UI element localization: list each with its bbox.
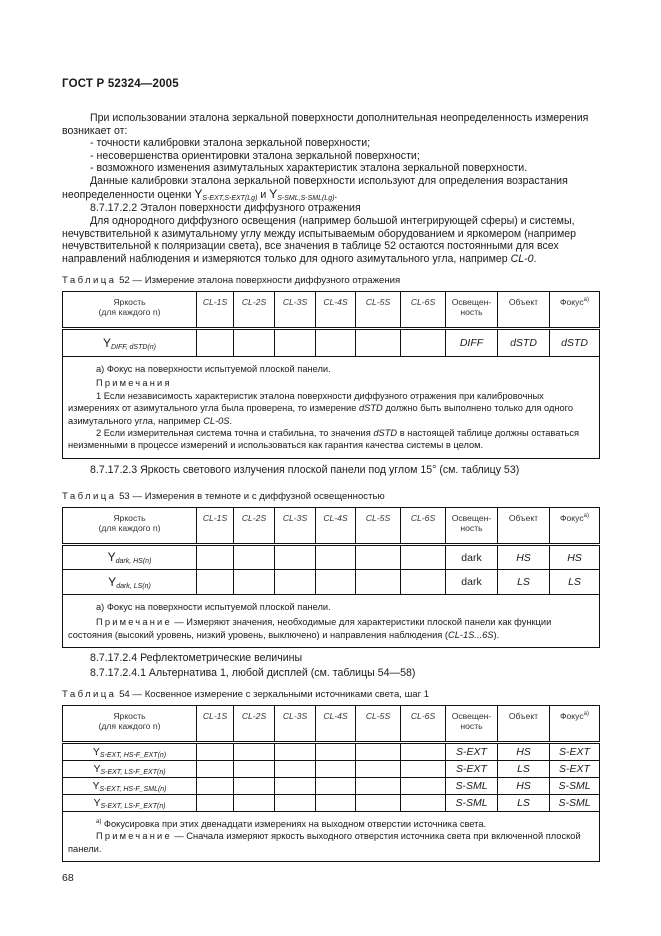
header-luminance: Яркость (для каждого n): [63, 508, 197, 545]
footnote: а) Фокус на поверхности испытуемой плоской панели.: [96, 602, 331, 612]
cell: [316, 778, 356, 795]
row-label: $Y_{S-EXT, LS-F\_EXT(n)}$: [63, 795, 197, 812]
text: Для однородного диффузного освещения (например большой интегрирующей сферы) и системы, нечувствительной к азимутальному углу между испытываемым оборудованием и яркомером (например нечувствительной к поляризации света), все значения в таблице 52 остаются постоянными для всех направлений наблюдения и измеряются только для одного азимутального угла, например: [62, 215, 577, 265]
cell: [316, 743, 356, 761]
header-cl-1s: CL-1S: [197, 706, 234, 743]
notes-title: Примечания: [96, 378, 172, 389]
cell-object: LS: [498, 795, 550, 812]
cell: [275, 761, 316, 778]
note: Примечание — Измеряют значения, необходимые для характеристики плоской панели как функции состояния (высокий уровень, низкий уровень, выключено) и направления наблюдения (CL-1S...6S).: [68, 617, 552, 640]
cell: [197, 795, 234, 812]
cell: [197, 545, 234, 570]
header-illuminance: Освещен-ность: [446, 508, 498, 545]
table-row: [63, 329, 600, 357]
cell: [401, 778, 446, 795]
cell-object: LS: [498, 570, 550, 595]
header-focus: [550, 292, 600, 329]
cell: [401, 743, 446, 761]
cell: [316, 795, 356, 812]
cell: [275, 795, 316, 812]
section-heading-8-7-17-2-3: 8.7.17.2.3 Яркость светового излучения плоской панели под углом 15° (см. таблицу 53): [90, 464, 520, 476]
note-2: 2 Если измерительная система точна и стабильна, то значения dSTD в настоящей таблице должны оставаться неизменными в процессе измерений и использоваться как гарантия качества системы в целом.: [68, 428, 580, 451]
cell-focus: S-EXT: [550, 761, 600, 778]
header-cl-4s: CL-4S: [316, 292, 356, 329]
cell-object: HS: [498, 743, 550, 761]
intro-paragraph-1: При использовании эталона зеркальной поверхности дополнительная неопределенность измерения возникает от:: [62, 112, 589, 137]
cell: [356, 570, 401, 595]
header-luminance: [63, 292, 197, 329]
table-header-row: [63, 508, 600, 545]
table-row: [63, 743, 600, 761]
note: Примечание — Сначала измеряют яркость выходного отверстия источника света при включенной плоской панели.: [68, 831, 581, 854]
bullet-item: - несовершенства ориентировки эталона зеркальной поверхности;: [90, 149, 420, 162]
cell: [275, 329, 316, 357]
header-cl-4s: CL-4S: [316, 508, 356, 545]
footnote-marker: а): [583, 297, 589, 303]
table-header-row: [63, 706, 600, 743]
table-row: [63, 778, 600, 795]
header-subtext: (для каждого n): [98, 307, 161, 317]
cell-illuminance: S-SML: [446, 795, 498, 812]
cell: [234, 545, 275, 570]
cell: [234, 778, 275, 795]
caption-text: — Измерение эталона поверхности диффузного отражения: [129, 275, 401, 286]
cell: [401, 761, 446, 778]
cell-illuminance: S-EXT: [446, 743, 498, 761]
header-luminance: Яркость (для каждого n): [63, 706, 197, 743]
table-52: [62, 291, 600, 459]
cell-illuminance: dark: [446, 545, 498, 570]
header-cl-2s: CL-2S: [234, 706, 275, 743]
footnote: $^{а)}$ Фокусировка при этих двенадцати измерениях на выходном отверстии источника света.: [96, 819, 487, 829]
cell: [234, 795, 275, 812]
cell: [401, 570, 446, 595]
cell: [356, 545, 401, 570]
header-cl-2s: CL-2S: [234, 508, 275, 545]
header-cl-5s: CL-5S: [356, 508, 401, 545]
cell-illuminance: S-SML: [446, 778, 498, 795]
cell-focus: S-SML: [550, 795, 600, 812]
cell: [356, 778, 401, 795]
header-object: Объект: [498, 508, 550, 545]
row-label: $Y_{dark, LS(n)}$: [63, 570, 197, 595]
intro-bullets: [90, 137, 600, 175]
table-notes: [63, 357, 600, 459]
header-illuminance: Освещен-ность: [446, 292, 498, 329]
cell-object: HS: [498, 545, 550, 570]
cell: [234, 761, 275, 778]
cell-object: dSTD: [498, 329, 550, 357]
cell: [197, 761, 234, 778]
table-row: [63, 570, 600, 595]
cell: [316, 570, 356, 595]
section-subheading-8-7-17-2-4-1: 8.7.17.2.4.1 Альтернатива 1, любой дисплей (см. таблицы 54—58): [90, 667, 416, 679]
row-label: $Y_{S-EXT, LS-F\_EXT(n)}$: [63, 761, 197, 778]
cell: [275, 570, 316, 595]
cell: [197, 778, 234, 795]
cell: [401, 329, 446, 357]
cell-illuminance: DIFF: [446, 329, 498, 357]
table-notes-row: [63, 812, 600, 862]
subscript: S-SML,S-SML(Lg): [277, 194, 335, 202]
cell: [401, 795, 446, 812]
header-cl-5s: CL-5S: [356, 292, 401, 329]
cell: [197, 570, 234, 595]
cell: [316, 329, 356, 357]
table-54-caption: Таблица 54 — Косвенное измерение с зеркальными источниками света, шаг 1: [62, 689, 430, 700]
cell-focus: HS: [550, 545, 600, 570]
text: Данные калибровки эталона зеркальной поверхности используют для определения возрастания неопределенности оценки: [62, 175, 568, 201]
row-label: $Y_{S-EXT, HS-F\_SML(n)}$: [63, 778, 197, 795]
header-cl-1s: CL-1S: [197, 292, 234, 329]
header-illuminance: Освещен-ность: [446, 706, 498, 743]
header-cl-2s: CL-2S: [234, 292, 275, 329]
page-number: 68: [62, 872, 74, 884]
cell: [275, 545, 316, 570]
table-notes: [63, 595, 600, 648]
header-cl-6s: CL-6S: [401, 292, 446, 329]
symbol: Y: [269, 186, 278, 201]
footnote: а) Фокус на поверхности испытуемой плоской панели.: [96, 364, 331, 374]
table-notes-row: [63, 357, 600, 459]
cell: [356, 761, 401, 778]
bullet-item: - возможного изменения азимутальных характеристик эталона зеркальной поверхности.: [90, 162, 528, 175]
caption-number: 52: [119, 275, 130, 286]
row-label: $Y_{S-EXT, HS-F\_EXT(n)}$: [63, 743, 197, 761]
caption-prefix: Таблица: [62, 275, 117, 286]
header-focus: Фокус$^{а)}$: [550, 508, 600, 545]
header-cl-3s: CL-3S: [275, 292, 316, 329]
cell: [275, 743, 316, 761]
table-54: [62, 705, 600, 862]
cell-focus: LS: [550, 570, 600, 595]
header-text: Фокус: [559, 297, 584, 307]
cell: [401, 545, 446, 570]
cell: [316, 761, 356, 778]
cell: [275, 778, 316, 795]
table-notes: [63, 812, 600, 862]
table-header-row: [63, 292, 600, 329]
header-object: Объект: [498, 292, 550, 329]
table-row: [63, 761, 600, 778]
cell-focus: S-EXT: [550, 743, 600, 761]
cell: [197, 329, 234, 357]
cell-focus: dSTD: [550, 329, 600, 357]
cell-focus: S-SML: [550, 778, 600, 795]
header-cl-6s: CL-6S: [401, 508, 446, 545]
table-53: [62, 507, 600, 648]
row-label: $Y_{dark, HS(n)}$: [63, 545, 197, 570]
table-row: [63, 545, 600, 570]
header-focus: Фокус$^{а)}$: [550, 706, 600, 743]
document-header: ГОСТ Р 52324—2005: [62, 78, 179, 90]
row-label: $Y_{DIFF, dSTD(n)}$: [63, 329, 197, 357]
cell-illuminance: dark: [446, 570, 498, 595]
cell: [356, 795, 401, 812]
cell: [234, 329, 275, 357]
table-row: [63, 795, 600, 812]
cell: [234, 570, 275, 595]
text: .: [334, 188, 338, 201]
header-cl-4s: CL-4S: [316, 706, 356, 743]
cell: [197, 743, 234, 761]
cell: [234, 743, 275, 761]
header-cl-3s: CL-3S: [275, 706, 316, 743]
table-53-caption: Таблица 53 — Измерения в темноте и с диффузной освещенностью: [62, 491, 385, 502]
cell-illuminance: S-EXT: [446, 761, 498, 778]
subscript: S-EXT,S-EXT(Lg): [202, 194, 258, 202]
cell-object: HS: [498, 778, 550, 795]
header-text: Яркость: [113, 297, 146, 307]
cell: [356, 743, 401, 761]
text-emphasis: CL-0: [510, 252, 534, 265]
section-paragraph-8-7-17-2-2: [62, 215, 600, 265]
header-cl-5s: CL-5S: [356, 706, 401, 743]
header-cl-1s: CL-1S: [197, 508, 234, 545]
text: и: [257, 188, 270, 201]
table-52-caption: [62, 275, 400, 286]
section-heading-8-7-17-2-4: 8.7.17.2.4 Рефлектометрические величины: [90, 652, 303, 664]
header-object: Объект: [498, 706, 550, 743]
table-notes-row: [63, 595, 600, 648]
note-1: 1 Если независимость характеристик эталона поверхности диффузного отражения при калибровочных измерениях от азимутального угла была проверена, то измерение dSTD должно быть выполнено только для одного азимутального угла, например CL-0S.: [68, 390, 574, 426]
symbol: Y: [194, 186, 203, 201]
header-cl-3s: CL-3S: [275, 508, 316, 545]
section-heading-8-7-17-2-2: 8.7.17.2.2 Эталон поверхности диффузного отражения: [90, 202, 361, 214]
cell-object: LS: [498, 761, 550, 778]
bullet-item: - точности калибровки эталона зеркальной поверхности;: [90, 137, 371, 149]
cell: [316, 545, 356, 570]
text: .: [533, 252, 537, 265]
header-cl-6s: CL-6S: [401, 706, 446, 743]
cell: [356, 329, 401, 357]
intro-paragraph-2: [62, 175, 600, 205]
